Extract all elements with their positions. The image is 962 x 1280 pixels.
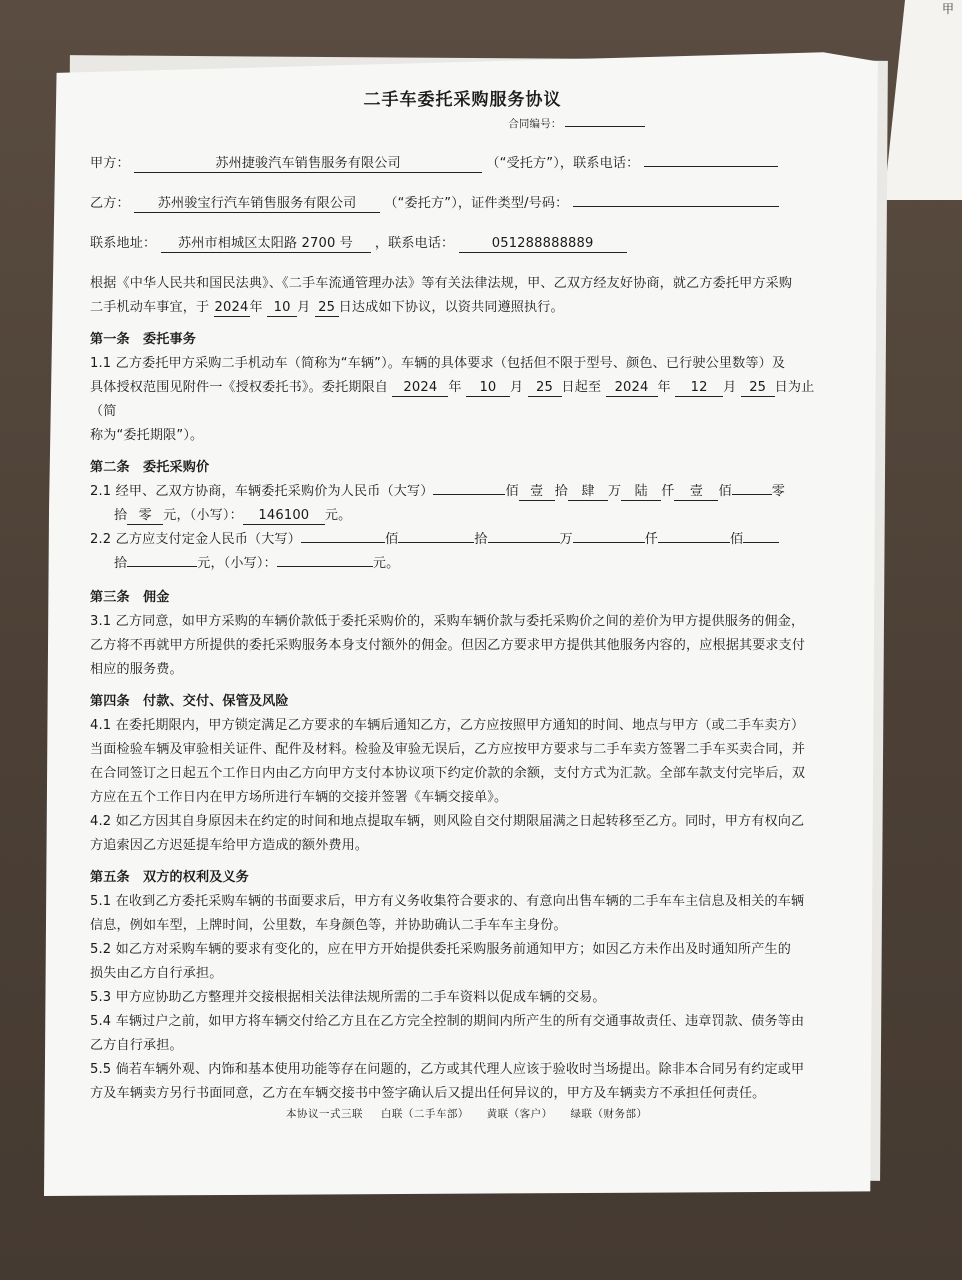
party-b-row [90,192,835,212]
term-start-day: 25 [528,379,562,397]
contract-document [90,88,835,1106]
article-1-1 [90,352,835,448]
article-3-line-1: 3.1 乙方同意，如甲方采购的车辆价款低于委托采购价的，采购车辆价款与委托采购价之间的差价为甲方提供服务的佣金， [90,614,805,629]
deposit-line-1 [90,528,835,552]
deposit-yuan-blank [127,566,197,567]
price-yuan-value: 零 [127,507,163,525]
term-year-unit-2: 年 [657,380,671,395]
address-row [90,232,835,252]
background-paper-text: 甲 [942,2,955,16]
intro-month-unit: 月 [297,300,311,315]
party-a-phone-blank [644,166,778,167]
deposit-unit-wan: 万 [559,532,573,547]
term-end-month: 12 [675,379,723,397]
price-end: 元。 [324,508,352,523]
price-shi-2-blank [732,494,772,495]
unit-bai: 佰 [505,484,519,499]
term-end-text: 日为止（简 [90,380,815,419]
term-start-year: 2024 [392,379,448,397]
address-value: 苏州市相城区太阳路 2700 号 [161,235,371,253]
deposit-unit-shi: 拾 [474,532,488,547]
price-qian-value: 陆 [621,483,661,501]
address-label: 联系地址： [90,236,157,251]
article-5-line-7: 乙方自行承担。 [90,1038,183,1053]
unit-yuan: 元，（小写）： [163,508,243,523]
intro-year: 2024 [214,300,249,315]
party-a-name: 苏州捷骏汽车销售服务有限公司 [134,155,482,173]
intro-line-2 [90,296,835,320]
article-5-line-3: 5.2 如乙方对采购车辆的要求有变化的，应在甲方开始提供委托采购服务前通知甲方；如因乙方未作出及时通知所产生的 [90,942,792,957]
contract-number-row [90,112,645,136]
intro-text-2: 二手机动车事宜，于 [90,300,210,315]
deposit-wan-blank [488,542,560,543]
unit-shi-2: 拾 [114,508,128,523]
price-small-amount: 146100 [243,507,325,525]
article-5-line-4: 损失由乙方自行承担。 [90,966,223,981]
party-a-role: （“受托方”），联系电话： [486,156,640,171]
address-phone-label: ，联系电话： [374,236,455,251]
unit-wan: 万 [607,484,622,499]
article-4-line-5: 4.2 如乙方因其自身原因未在约定的时间和地点提取车辆，则风险自交付期限届满之日起转移至乙方。同时，甲方有权向乙 [90,814,805,829]
article-4-heading: 第四条 付款、交付、保管及风险 [90,694,289,709]
article-3-line-2: 乙方将不再就甲方所提供的委托采购服务本身支付额外的佣金。但因乙方要求甲方提供其他服务内容的，应根据其要求支付 [90,638,806,653]
article-2-heading: 第二条 委托采购价 [90,460,210,475]
party-b-role: （“委托方”），证件类型/号码： [384,196,569,211]
footer-copies-note: 本协议一式三联 白联（二手车部） 黄联（客户） 绿联（财务部） [286,1108,648,1120]
intro-paragraph [90,272,835,320]
deposit-unit-qian: 仟 [644,532,658,547]
article-4 [90,714,835,858]
term-end-day: 25 [741,379,775,397]
price-shi-2-value: 零 [771,484,785,499]
article-1-heading: 第一条 委托事务 [90,332,196,347]
article-5-line-2: 信息，例如车型，上牌时间，公里数，车身颜色等，并协助确认二手车车主身份。 [90,918,567,933]
article-2-1 [90,480,835,528]
deposit-bai-blank [301,542,385,543]
term-lead: 具体授权范围见附件一《授权委托书》。委托期限自 [90,380,389,395]
background-paper-corner [884,0,962,200]
term-month-unit-2: 月 [723,380,737,395]
deposit-unit-bai-2: 佰 [730,532,744,547]
article-5 [90,890,835,1106]
price-line-1 [90,480,835,504]
article-5-line-8: 5.5 倘若车辆外观、内饰和基本使用功能等存在问题的，乙方或其代理人应该于验收时当场提出。除非本合同另有约定或甲 [90,1062,805,1077]
intro-text-3: 日达成如下协议，以资共同遵照执行。 [338,300,564,315]
article-1-line-3: 称为“委托期限”）。 [90,428,204,443]
article-5-line-6: 5.4 车辆过户之前，如甲方将车辆交付给乙方且在乙方完全控制的期间内所产生的所有交通事故责任、违章罚款、债务等由 [90,1014,805,1029]
deposit-end: 元。 [372,556,400,571]
article-2-2 [90,528,835,576]
party-b-name: 苏州骏宝行汽车销售服务有限公司 [134,195,380,213]
article-5-line-9: 方及车辆卖方另行书面同意，乙方在车辆交接书中签字确认后又提出任何异议的，甲方及车辆卖方不承担任何责任。 [90,1086,766,1101]
article-5-line-5: 5.3 甲方应协助乙方整理并交接根据相关法律法规所需的二手车资料以促成车辆的交易。 [90,990,606,1005]
intro-line-1: 根据《中华人民共和国民法典》、《二手车流通管理办法》等有关法律法规，甲、乙双方经友好协商，就乙方委托甲方采购 [90,276,793,291]
deposit-unit-yuan: 元，（小写）： [197,556,277,571]
price-wan-value: 肆 [568,483,608,501]
article-3-1 [90,610,835,682]
term-start-month: 10 [466,379,510,397]
term-year-unit-1: 年 [448,380,462,395]
party-b-label: 乙方： [90,196,130,211]
deposit-unit-bai: 佰 [385,532,399,547]
article-4-line-1: 4.1 在委托期限内，甲方锁定满足乙方要求的车辆后通知乙方，乙方应按照甲方通知的时间、地点与甲方（或二手车卖方） [90,718,805,733]
intro-year-unit: 年 [249,300,263,315]
term-end-year: 2024 [606,379,658,397]
article-3-line-3: 相应的服务费。 [90,662,183,677]
party-a-row [90,152,835,172]
article-1-line-1: 1.1 乙方委托甲方采购二手机动车（简称为“车辆”）。车辆的具体要求（包括但不限于型号、颜色、已行驶公里数等）及 [90,356,786,371]
article-5-line-1: 5.1 在收到乙方委托采购车辆的书面要求后，甲方有义务收集符合要求的、有意向出售车辆的二手车车主信息及相关的车辆 [90,894,805,909]
deposit-bai-2-blank [658,542,730,543]
deposit-qian-blank [573,542,645,543]
price-shi-value: 壹 [519,483,555,501]
unit-qian: 仟 [661,484,675,499]
article-5-heading: 第五条 双方的权利及义务 [90,870,249,885]
deposit-line-2 [90,552,835,576]
address-phone: 051288888889 [459,235,627,253]
article-4-line-4: 方应在五个工作日内在甲方场所进行车辆的交接并签署《车辆交接单》。 [90,790,508,805]
unit-shi: 拾 [554,484,568,499]
intro-day: 25 [315,299,339,317]
deposit-lead: 2.2 乙方应支付定金人民币（大写） [90,532,301,547]
deposit-unit-shi-2: 拾 [114,556,128,571]
party-a-label: 甲方： [90,156,130,171]
article-4-line-6: 方追索因乙方迟延提车给甲方造成的额外费用。 [90,838,369,853]
article-4-line-3: 在合同签订之日起五个工作日内由乙方向甲方支付本协议项下约定价款的余额，支付方式为汇款。全部车款支付完毕后，双 [90,766,806,781]
deposit-small-blank [277,566,373,567]
intro-month: 10 [267,299,297,317]
price-line-2 [90,504,835,528]
price-lead: 2.1 经甲、乙双方协商，车辆委托采购价为人民币（大写） [90,484,434,499]
price-hundred-million-blank [433,494,505,495]
deposit-shi-blank [398,542,474,543]
contract-number-label: 合同编号： [508,118,562,130]
deposit-shi-2-blank [743,542,779,543]
document-title: 二手车委托采购服务协议 [363,90,562,110]
term-to: 日起至 [561,380,602,395]
contract-number-blank [565,126,645,127]
term-month-unit-1: 月 [509,380,524,395]
article-1-line-2 [90,376,835,424]
article-4-line-2: 当面检验车辆及审验相关证件、配件及材料。检验及审验无误后，乙方应按甲方要求与二手车卖方签署二手车买卖合同，并 [90,742,806,757]
unit-bai-2: 佰 [718,484,732,499]
article-3-heading: 第三条 佣金 [90,590,170,605]
party-b-id-blank [573,206,779,207]
price-bai-value: 壹 [674,483,718,501]
